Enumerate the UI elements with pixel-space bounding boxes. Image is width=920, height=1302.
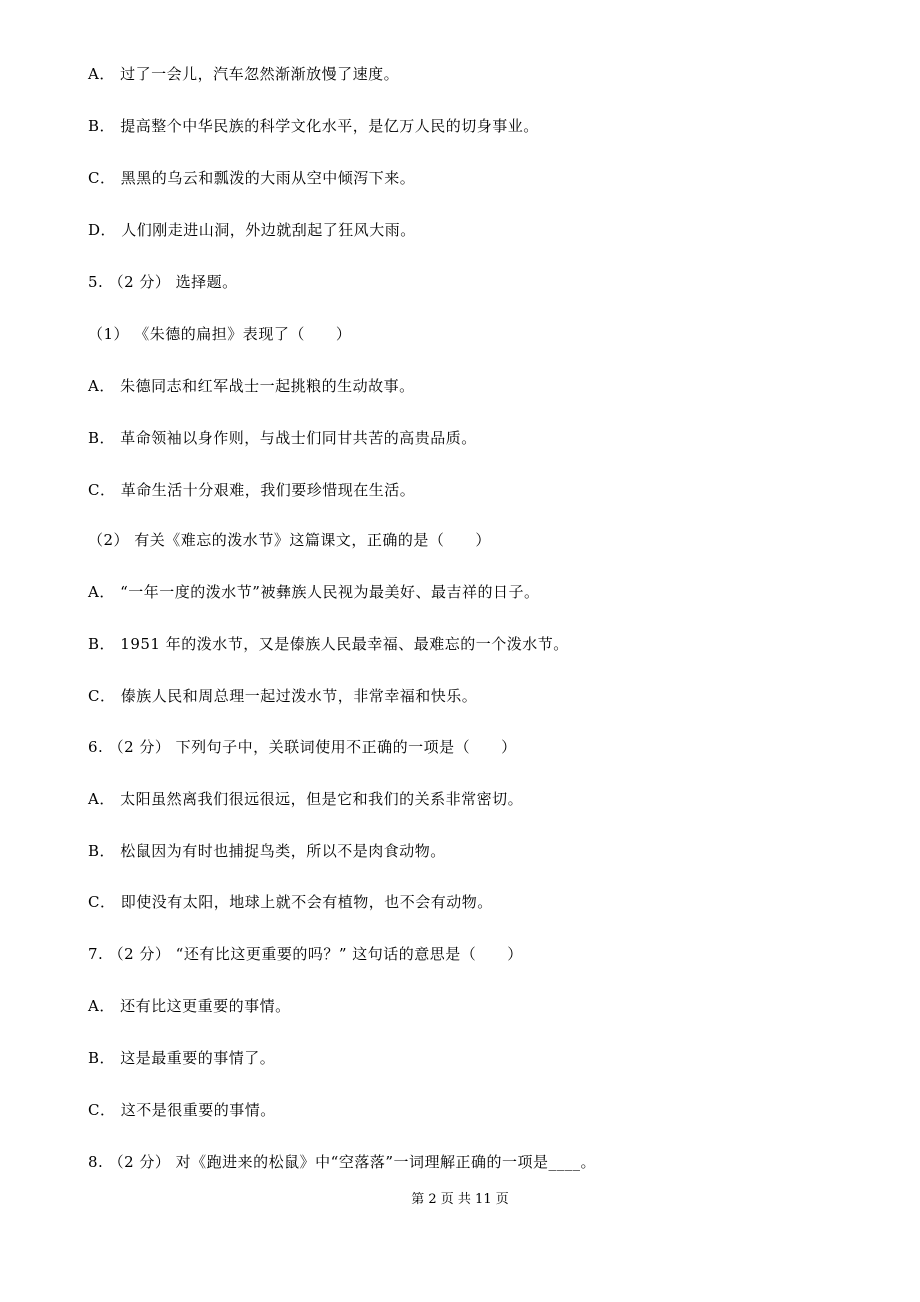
q5-sub2-option-b: B． 1951 年的泼水节，又是傣族人民最幸福、最难忘的一个泼水节。 [88, 635, 569, 653]
q5-sub1-option-b: B． 革命领袖以身作则，与战士们同甘共苦的高贵品质。 [88, 429, 477, 447]
page-footer: 第 2 页 共 11 页 [411, 1192, 509, 1207]
q5-sub1: （1） 《朱德的扁担》表现了（ ） [88, 325, 352, 343]
q5-sub2-option-a: A． “一年一度的泼水节”被彝族人民视为最美好、最吉祥的日子。 [88, 583, 540, 601]
q7-title: 7. （2 分） “还有比这更重要的吗？” 这句话的意思是（ ） [88, 945, 523, 963]
q8-title: 8. （2 分） 对《跑进来的松鼠》中“空落落”一词理解正确的一项是____。 [88, 1153, 596, 1171]
q5-sub1-option-a: A． 朱德同志和红军战士一起挑粮的生动故事。 [88, 377, 415, 395]
q4-option-d: D． 人们刚走进山洞，外边就刮起了狂风大雨。 [88, 221, 416, 239]
q7-option-c: C． 这不是很重要的事情。 [88, 1101, 276, 1119]
q5-sub2-option-c: C． 傣族人民和周总理一起过泼水节，非常幸福和快乐。 [88, 687, 478, 705]
q4-option-a: A． 过了一会儿，汽车忽然渐渐放慢了速度。 [88, 65, 400, 83]
q6-option-a: A． 太阳虽然离我们很远很远，但是它和我们的关系非常密切。 [88, 790, 524, 808]
q5-sub1-option-c: C． 革命生活十分艰难，我们要珍惜现在生活。 [88, 481, 416, 499]
q4-option-b: B． 提高整个中华民族的科学文化水平，是亿万人民的切身事业。 [88, 117, 539, 135]
q6-option-c: C． 即使没有太阳，地球上就不会有植物，也不会有动物。 [88, 893, 493, 911]
q4-option-c: C． 黑黑的乌云和瓢泼的大雨从空中倾泻下来。 [88, 169, 416, 187]
q5-title: 5. （2 分） 选择题。 [88, 273, 238, 291]
q7-option-a: A． 还有比这更重要的事情。 [88, 997, 291, 1015]
q7-option-b: B． 这是最重要的事情了。 [88, 1049, 276, 1067]
q6-option-b: B． 松鼠因为有时也捕捉鸟类，所以不是肉食动物。 [88, 842, 446, 860]
q6-title: 6. （2 分） 下列句子中，关联词使用不正确的一项是（ ） [88, 738, 517, 756]
q5-sub2: （2） 有关《难忘的泼水节》这篇课文，正确的是（ ） [88, 531, 491, 549]
